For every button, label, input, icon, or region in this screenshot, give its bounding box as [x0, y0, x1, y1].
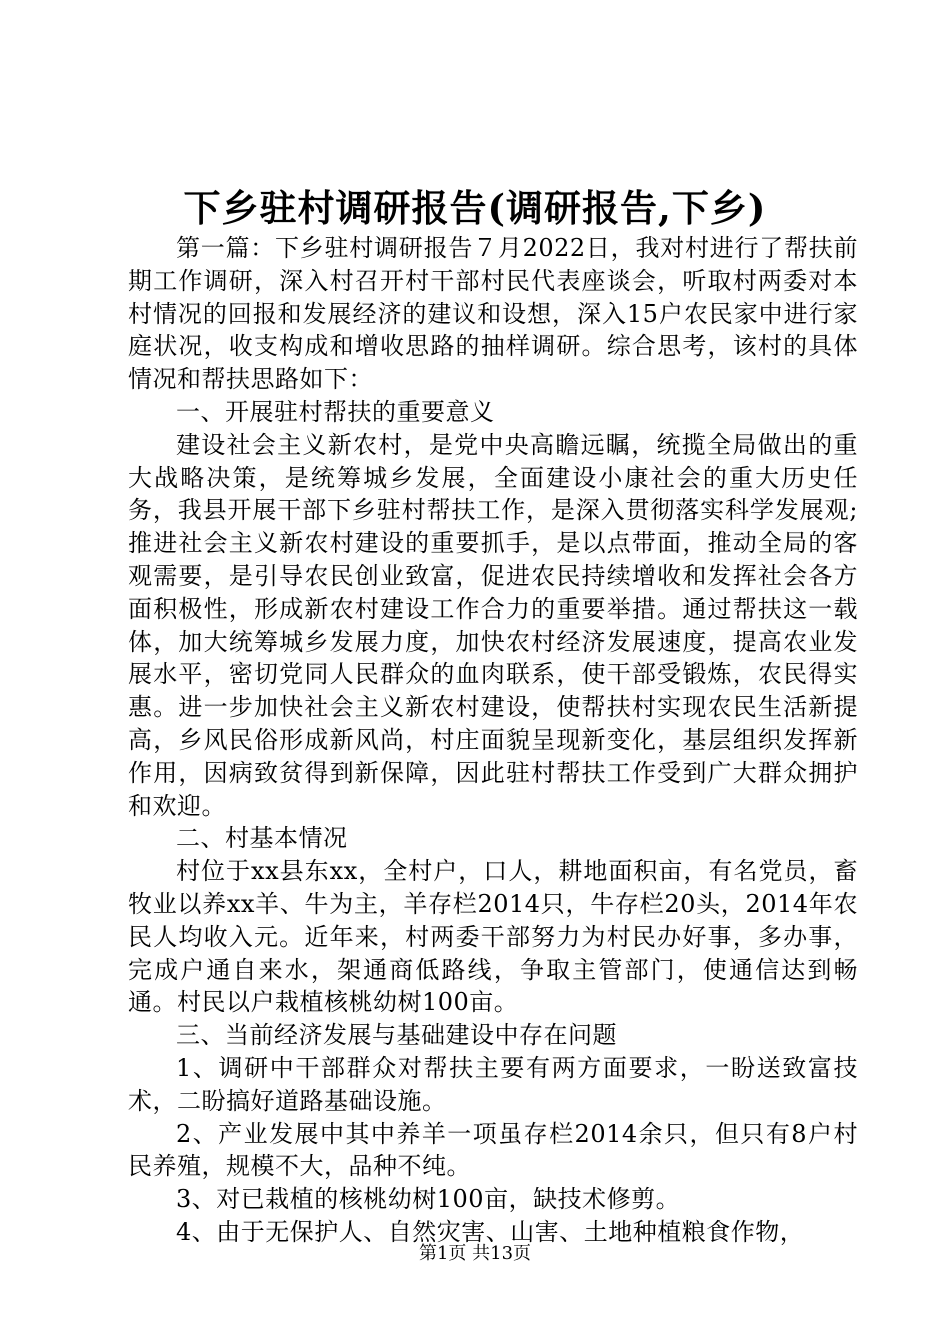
list-item-4: 4、由于无保护人、自然灾害、山害、土地种植粮食作物，	[176, 1217, 805, 1246]
document-body	[128, 232, 858, 1249]
list-item-1: 1、调研中干部群众对帮扶主要有两方面要求，一盼送致富技术，二盼搞好道路基础设施。	[128, 1053, 858, 1115]
section-heading-2: 二、村基本情况	[176, 824, 348, 853]
section-heading-1: 一、开展驻村帮扶的重要意义	[176, 397, 495, 426]
document-title: 下乡驻村调研报告(调研报告,下乡)	[183, 186, 767, 230]
paragraph-intro: 第一篇：下乡驻村调研报告７月2022日，我对村进行了帮扶前期工作调研，深入村召开村干部村民代表座谈会，听取村两委对本村情况的回报和发展经济的建议和设想，深入15户农民家中进行家庭状况，收支构成和增收思路的抽样调研。综合思考，该村的具体情况和帮扶思路如下：	[128, 234, 858, 394]
list-item-3: 3、对已栽植的核桃幼树100亩，缺技术修剪。	[176, 1185, 681, 1214]
page-footer: 第1页 共13页	[418, 1243, 532, 1264]
list-item-2: 2、产业发展中其中养羊一项虽存栏2014余只，但只有8户村民养殖，规模不大，品种不纯。	[128, 1119, 858, 1181]
paragraph-village-info: 村位于xx县东xx，全村户，口人，耕地面积亩，有名党员，畜牧业以养xx羊、牛为主，羊存栏2014只，牛存栏20头，2014年农民人均收入元。近年来，村两委干部努力为村民办好事，多办事，完成户通自来水，架通商低路线，争取主管部门，使通信达到畅通。村民以户栽植核桃幼树100亩。	[128, 857, 858, 1017]
paragraph-significance: 建设社会主义新农村，是党中央高瞻远瞩，统揽全局做出的重大战略决策，是统筹城乡发展，全面建设小康社会的重大历史任务，我县开展干部下乡驻村帮扶工作，是深入贯彻落实科学发展观;推进社会主义新农村建设的重要抓手，是以点带面，推动全局的客观需要，是引导农民创业致富，促进农民持续增收和发挥社会各方面积极性，形成新农村建设工作合力的重要举措。通过帮扶这一载体，加大统筹城乡发展力度，加快农村经济发展速度，提高农业发展水平，密切党同人民群众的血肉联系，使干部受锻炼，农民得实惠。进一步加快社会主义新农村建设，使帮扶村实现农民生活新提高，乡风民俗形成新风尚，村庄面貌呈现新变化，基层组织发挥新作用，因病致贫得到新保障，因此驻村帮扶工作受到广大群众拥护和欢迎。	[128, 430, 858, 820]
section-heading-3: 三、当前经济发展与基础建设中存在问题	[176, 1021, 617, 1050]
